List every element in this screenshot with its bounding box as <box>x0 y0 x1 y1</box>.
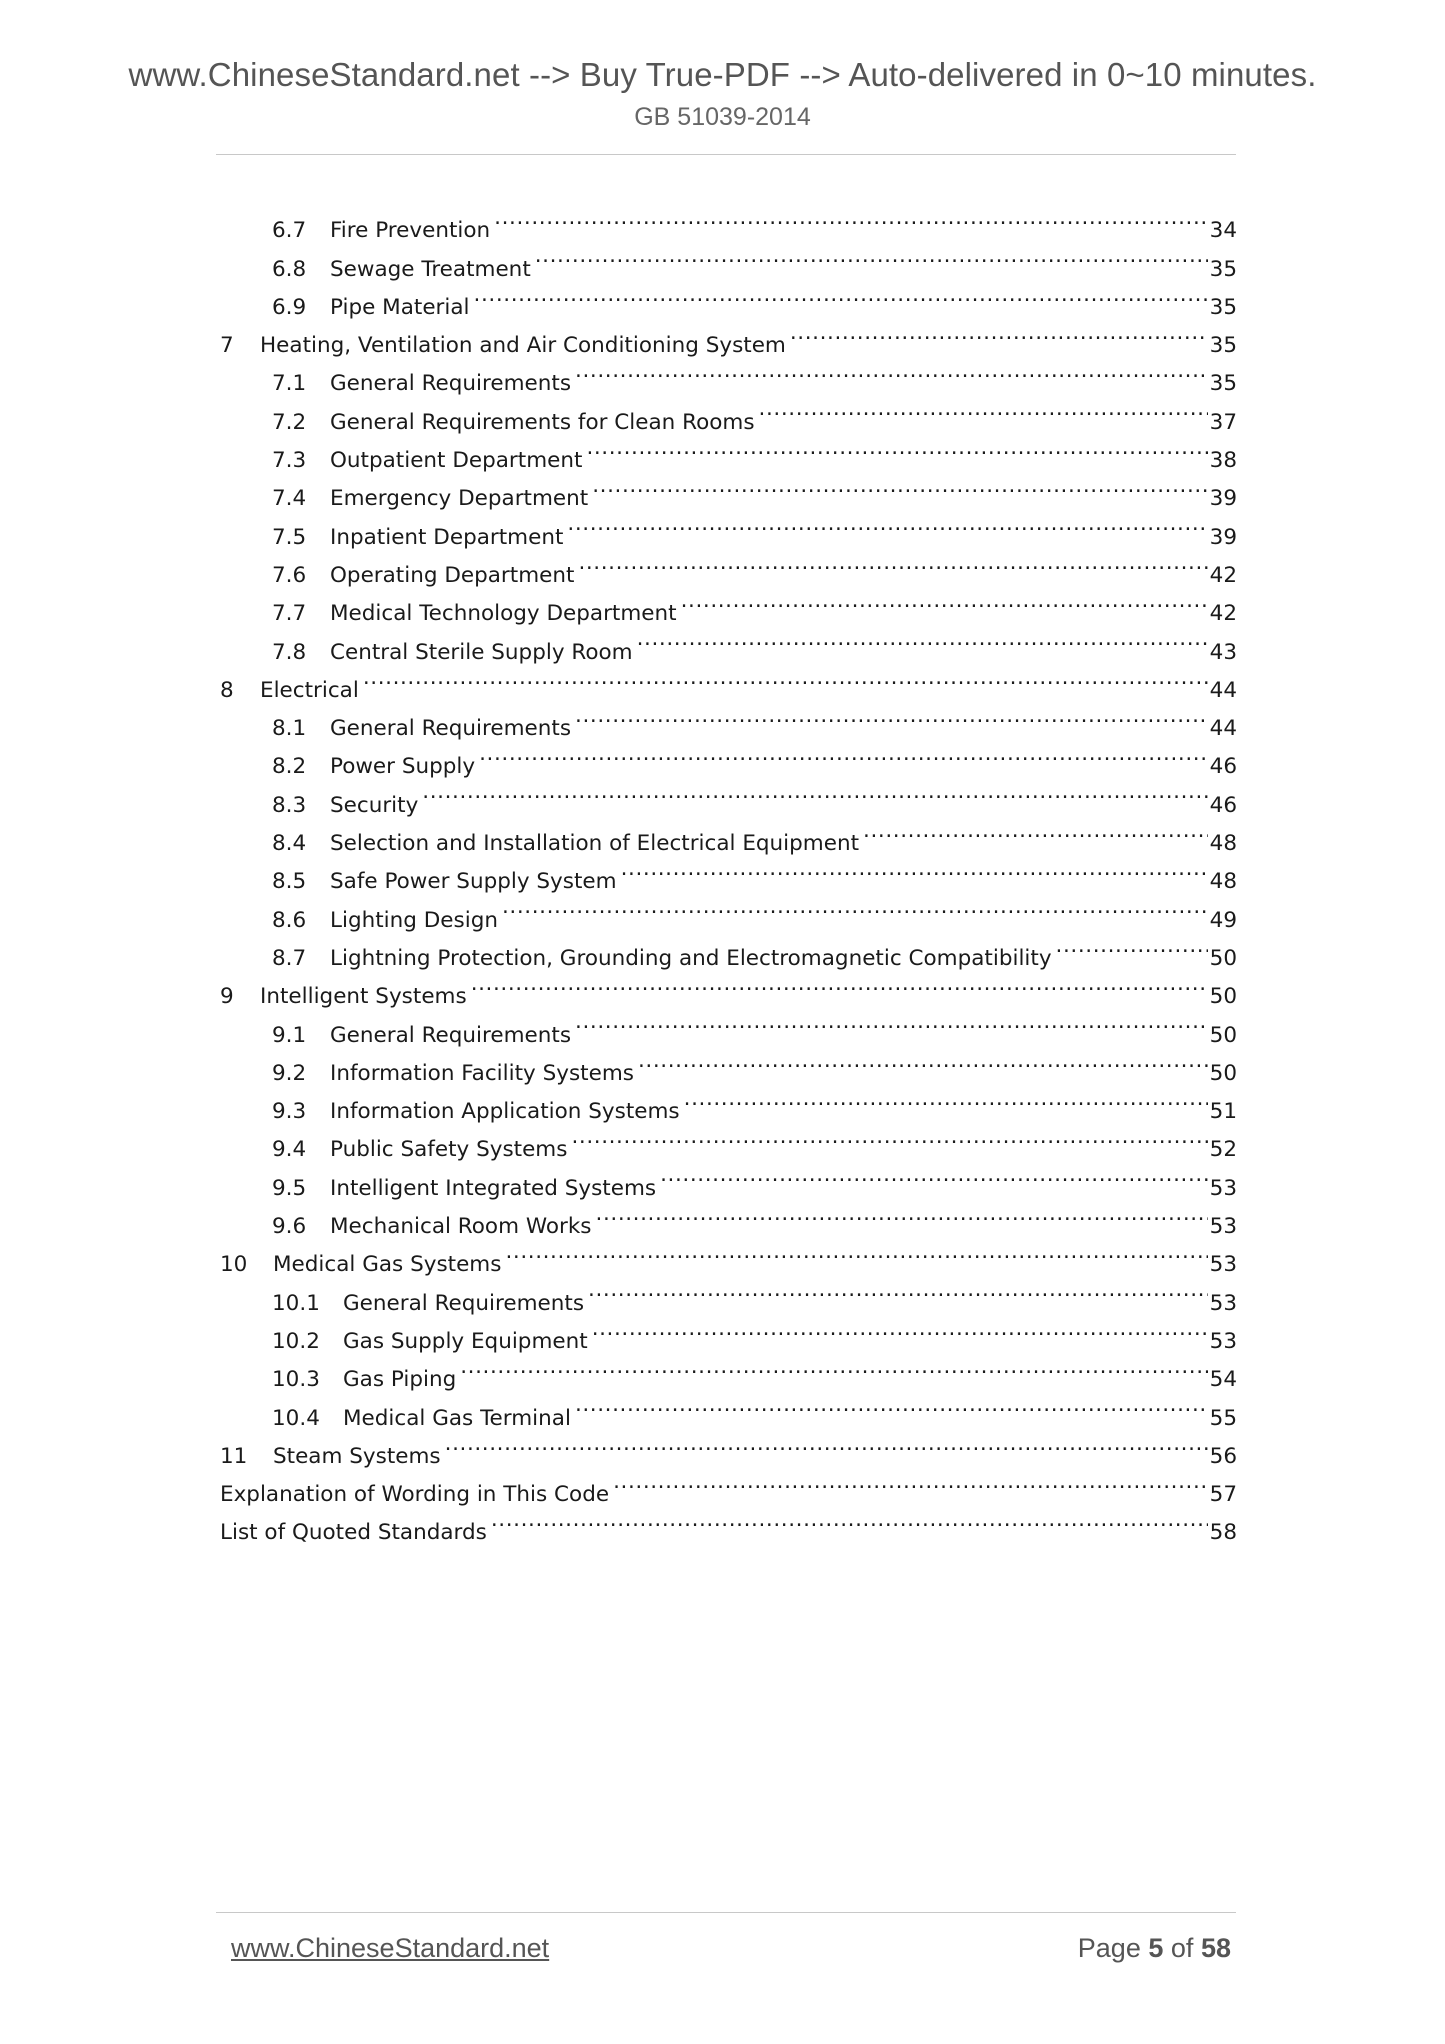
toc-entry[interactable] <box>220 1501 1237 1546</box>
toc-dot-leader <box>660 1156 1208 1194</box>
page-prefix: Page <box>1077 1933 1141 1963</box>
toc-entry[interactable] <box>220 544 1237 588</box>
toc-dot-leader <box>460 1348 1207 1386</box>
toc-dot-leader <box>613 1463 1208 1501</box>
toc-entry-number: 8.2 <box>272 754 307 780</box>
toc-entry-page: 46 <box>1209 792 1237 818</box>
toc-entry-number: 7.7 <box>272 601 307 627</box>
toc-entry-page: 57 <box>1209 1482 1237 1508</box>
toc-entry[interactable] <box>220 1271 1237 1316</box>
toc-entry[interactable] <box>220 429 1237 474</box>
toc-entry[interactable] <box>220 697 1237 742</box>
toc-entry[interactable] <box>220 927 1237 971</box>
toc-entry-page: 52 <box>1209 1137 1237 1163</box>
toc-entry-title: Sewage Treatment <box>330 256 531 282</box>
toc-entry-page: 50 <box>1209 984 1237 1010</box>
toc-entry[interactable] <box>220 1233 1237 1278</box>
page-indicator <box>1078 1933 1231 1964</box>
toc-entry[interactable] <box>220 1080 1237 1125</box>
toc-entry-title: Electrical <box>260 677 359 703</box>
toc-entry-page: 35 <box>1209 333 1237 359</box>
toc-entry-page: 55 <box>1209 1405 1237 1431</box>
toc-entry-number: 7.6 <box>272 562 307 588</box>
toc-dot-leader <box>578 544 1207 582</box>
toc-entry-number: 9.3 <box>272 1099 307 1125</box>
toc-dot-leader <box>592 1310 1208 1348</box>
toc-entry-page: 53 <box>1209 1290 1237 1316</box>
toc-entry-page: 48 <box>1209 831 1237 857</box>
toc-entry-number: 10.1 <box>272 1290 320 1316</box>
page-total: 58 <box>1200 1933 1231 1963</box>
toc-entry-number: 7.8 <box>272 639 307 665</box>
toc-dot-leader <box>637 620 1208 658</box>
footer-site-link[interactable]: www.ChineseStandard.net <box>231 1933 550 1963</box>
toc-dot-leader <box>684 1080 1208 1118</box>
toc-entry-number: 10 <box>220 1252 248 1278</box>
toc-entry-page: 37 <box>1209 409 1237 435</box>
toc-entry-page: 35 <box>1209 371 1237 397</box>
toc-entry-title: Intelligent Systems <box>260 984 467 1010</box>
toc-entry[interactable] <box>220 773 1237 818</box>
toc-dot-leader <box>535 237 1208 275</box>
toc-entry-number: 9.5 <box>272 1175 307 1201</box>
toc-entry[interactable] <box>220 659 1237 703</box>
toc-entry-title: Emergency Department <box>330 486 589 512</box>
toc-dot-leader <box>571 1118 1207 1156</box>
toc-dot-leader <box>471 965 1208 1003</box>
toc-entry[interactable] <box>220 276 1237 320</box>
toc-entry-title: Lightning Protection, Grounding and Electromagnetic Compatibility <box>330 945 1052 971</box>
toc-entry[interactable] <box>220 505 1237 550</box>
toc-entry-title: Medical Technology Department <box>330 601 677 627</box>
toc-entry[interactable] <box>220 314 1237 359</box>
toc-entry-title: Fire Prevention <box>330 218 491 244</box>
toc-entry-number: 10.2 <box>272 1328 320 1354</box>
toc-entry-number: 9 <box>220 984 234 1010</box>
toc-dot-leader <box>638 1042 1208 1080</box>
toc-entry-title: Lighting Design <box>330 907 498 933</box>
toc-dot-leader <box>588 1271 1208 1309</box>
toc-entry[interactable] <box>220 467 1237 512</box>
toc-entry-page: 39 <box>1209 524 1237 550</box>
toc-entry-title: Information Application Systems <box>330 1099 680 1125</box>
table-of-contents <box>220 199 1237 1546</box>
toc-entry-number: 9.1 <box>272 1022 307 1048</box>
toc-entry[interactable] <box>220 1042 1237 1086</box>
toc-entry-number: 6.9 <box>272 294 307 320</box>
toc-entry-number: 8.3 <box>272 792 307 818</box>
toc-entry-title: General Requirements <box>330 371 572 397</box>
toc-entry-number: 7.2 <box>272 409 307 435</box>
toc-entry-title: Public Safety Systems <box>330 1137 568 1163</box>
toc-entry[interactable] <box>220 1003 1237 1048</box>
toc-dot-leader <box>621 850 1208 888</box>
toc-dot-leader <box>575 697 1208 735</box>
toc-entry-page: 58 <box>1209 1520 1237 1546</box>
toc-entry-title: List of Quoted Standards <box>220 1520 487 1546</box>
footer-divider <box>216 1912 1236 1913</box>
toc-entry-page: 42 <box>1209 562 1237 588</box>
standard-code: GB 51039-2014 <box>634 103 811 131</box>
toc-entry-page: 46 <box>1209 754 1237 780</box>
page-current: 5 <box>1148 1933 1164 1963</box>
toc-entry-page: 50 <box>1209 945 1237 971</box>
toc-entry[interactable] <box>220 965 1237 1010</box>
toc-dot-leader <box>445 1425 1208 1463</box>
toc-entry-number: 8.7 <box>272 945 307 971</box>
toc-entry-number: 7.4 <box>272 486 307 512</box>
toc-entry-title: Information Facility Systems <box>330 1060 634 1086</box>
toc-dot-leader <box>575 1003 1208 1041</box>
toc-dot-leader <box>575 352 1208 390</box>
toc-entry-title: Heating, Ventilation and Air Conditioning System <box>260 333 786 359</box>
toc-entry-number: 7.1 <box>272 371 307 397</box>
toc-dot-leader <box>759 390 1208 428</box>
toc-entry-page: 35 <box>1209 294 1237 320</box>
toc-entry-number: 8 <box>220 677 234 703</box>
toc-dot-leader <box>491 1501 1208 1539</box>
toc-entry-number: 11 <box>220 1443 248 1469</box>
toc-entry[interactable] <box>220 1463 1237 1508</box>
toc-dot-leader <box>567 505 1207 543</box>
toc-entry-title: Pipe Material <box>330 294 470 320</box>
toc-entry-number: 7 <box>220 333 234 359</box>
toc-entry-title: General Requirements for Clean Rooms <box>330 409 755 435</box>
toc-entry-number: 9.6 <box>272 1214 307 1240</box>
toc-entry[interactable] <box>220 390 1237 435</box>
toc-dot-leader <box>494 199 1207 237</box>
toc-entry-page: 39 <box>1209 486 1237 512</box>
toc-entry-number: 6.8 <box>272 256 307 282</box>
toc-entry[interactable] <box>220 199 1237 244</box>
toc-entry-page: 42 <box>1209 601 1237 627</box>
toc-entry-title: Medical Gas Terminal <box>343 1405 571 1431</box>
toc-entry-number: 9.4 <box>272 1137 307 1163</box>
toc-entry-page: 54 <box>1209 1367 1237 1393</box>
toc-dot-leader <box>363 659 1208 697</box>
toc-entry[interactable] <box>220 812 1237 857</box>
toc-entry-page: 44 <box>1209 677 1237 703</box>
toc-dot-leader <box>790 314 1208 352</box>
toc-entry-page: 53 <box>1209 1175 1237 1201</box>
toc-entry-title: Security <box>330 792 419 818</box>
toc-entry[interactable] <box>220 237 1237 282</box>
toc-entry-title: General Requirements <box>330 1022 572 1048</box>
toc-entry-title: Inpatient Department <box>330 524 564 550</box>
toc-entry-number: 8.1 <box>272 716 307 742</box>
toc-entry[interactable] <box>220 620 1237 665</box>
toc-entry-page: 51 <box>1209 1099 1237 1125</box>
toc-entry-number: 8.5 <box>272 869 307 895</box>
toc-entry-page: 49 <box>1209 907 1237 933</box>
toc-entry-page: 53 <box>1209 1252 1237 1278</box>
toc-entry-title: Steam Systems <box>273 1443 441 1469</box>
toc-entry[interactable] <box>220 735 1237 780</box>
toc-entry-page: 53 <box>1209 1328 1237 1354</box>
toc-entry-title: Intelligent Integrated Systems <box>330 1175 657 1201</box>
toc-entry[interactable] <box>220 1156 1237 1201</box>
toc-dot-leader <box>596 1195 1208 1233</box>
toc-entry-page: 34 <box>1209 218 1237 244</box>
toc-entry-title: Central Sterile Supply Room <box>330 639 633 665</box>
toc-entry[interactable] <box>220 1118 1237 1163</box>
toc-entry-number: 8.4 <box>272 831 307 857</box>
toc-entry-number: 7.3 <box>272 448 307 474</box>
toc-entry-number: 9.2 <box>272 1060 307 1086</box>
toc-entry[interactable] <box>220 1310 1237 1354</box>
toc-entry-page: 38 <box>1209 448 1237 474</box>
toc-entry-page: 50 <box>1209 1060 1237 1086</box>
toc-entry-page: 50 <box>1209 1022 1237 1048</box>
toc-dot-leader <box>502 888 1208 926</box>
toc-entry-page: 48 <box>1209 869 1237 895</box>
toc-entry[interactable] <box>220 888 1237 933</box>
page-of: of <box>1170 1933 1194 1963</box>
toc-entry-page: 56 <box>1209 1443 1237 1469</box>
toc-entry-title: Selection and Installation of Electrical Equipment <box>330 831 860 857</box>
toc-entry-number: 8.6 <box>272 907 307 933</box>
toc-entry[interactable] <box>220 850 1237 895</box>
toc-entry[interactable] <box>220 1348 1237 1393</box>
toc-entry-number: 7.5 <box>272 524 307 550</box>
toc-dot-leader <box>592 467 1207 505</box>
toc-dot-leader <box>575 1386 1208 1424</box>
toc-entry-title: Gas Supply Equipment <box>343 1328 588 1354</box>
toc-entry[interactable] <box>220 1425 1237 1469</box>
toc-entry-page: 44 <box>1209 716 1237 742</box>
toc-entry-title: Outpatient Department <box>330 448 583 474</box>
toc-entry-title: Medical Gas Systems <box>273 1252 502 1278</box>
toc-entry-title: Power Supply <box>330 754 476 780</box>
toc-dot-leader <box>681 582 1208 620</box>
toc-entry[interactable] <box>220 1386 1237 1431</box>
toc-entry[interactable] <box>220 1195 1237 1240</box>
toc-dot-leader <box>474 276 1208 314</box>
toc-entry-number: 10.3 <box>272 1367 320 1393</box>
toc-entry[interactable] <box>220 352 1237 397</box>
toc-entry[interactable] <box>220 582 1237 627</box>
toc-dot-leader <box>505 1233 1207 1271</box>
toc-entry-title: Operating Department <box>330 562 575 588</box>
toc-entry-title: Gas Piping <box>343 1367 457 1393</box>
header-divider <box>216 154 1236 155</box>
toc-entry-title: Explanation of Wording in This Code <box>220 1482 610 1508</box>
toc-entry-title: Safe Power Supply System <box>330 869 617 895</box>
toc-dot-leader <box>863 812 1208 850</box>
toc-dot-leader <box>479 735 1208 773</box>
toc-entry-number: 6.7 <box>272 218 307 244</box>
toc-dot-leader <box>1056 927 1208 965</box>
toc-entry-page: 53 <box>1209 1214 1237 1240</box>
header-banner: www.ChineseStandard.net --> Buy True-PDF --> Auto-delivered in 0~10 minutes. <box>128 56 1317 93</box>
toc-entry-title: General Requirements <box>330 716 572 742</box>
toc-entry-title: General Requirements <box>343 1290 585 1316</box>
toc-entry-page: 43 <box>1209 639 1237 665</box>
toc-entry-number: 10.4 <box>272 1405 320 1431</box>
toc-entry-title: Mechanical Room Works <box>330 1214 592 1240</box>
toc-entry-page: 35 <box>1209 256 1237 282</box>
toc-dot-leader <box>422 773 1207 811</box>
toc-dot-leader <box>586 429 1207 467</box>
